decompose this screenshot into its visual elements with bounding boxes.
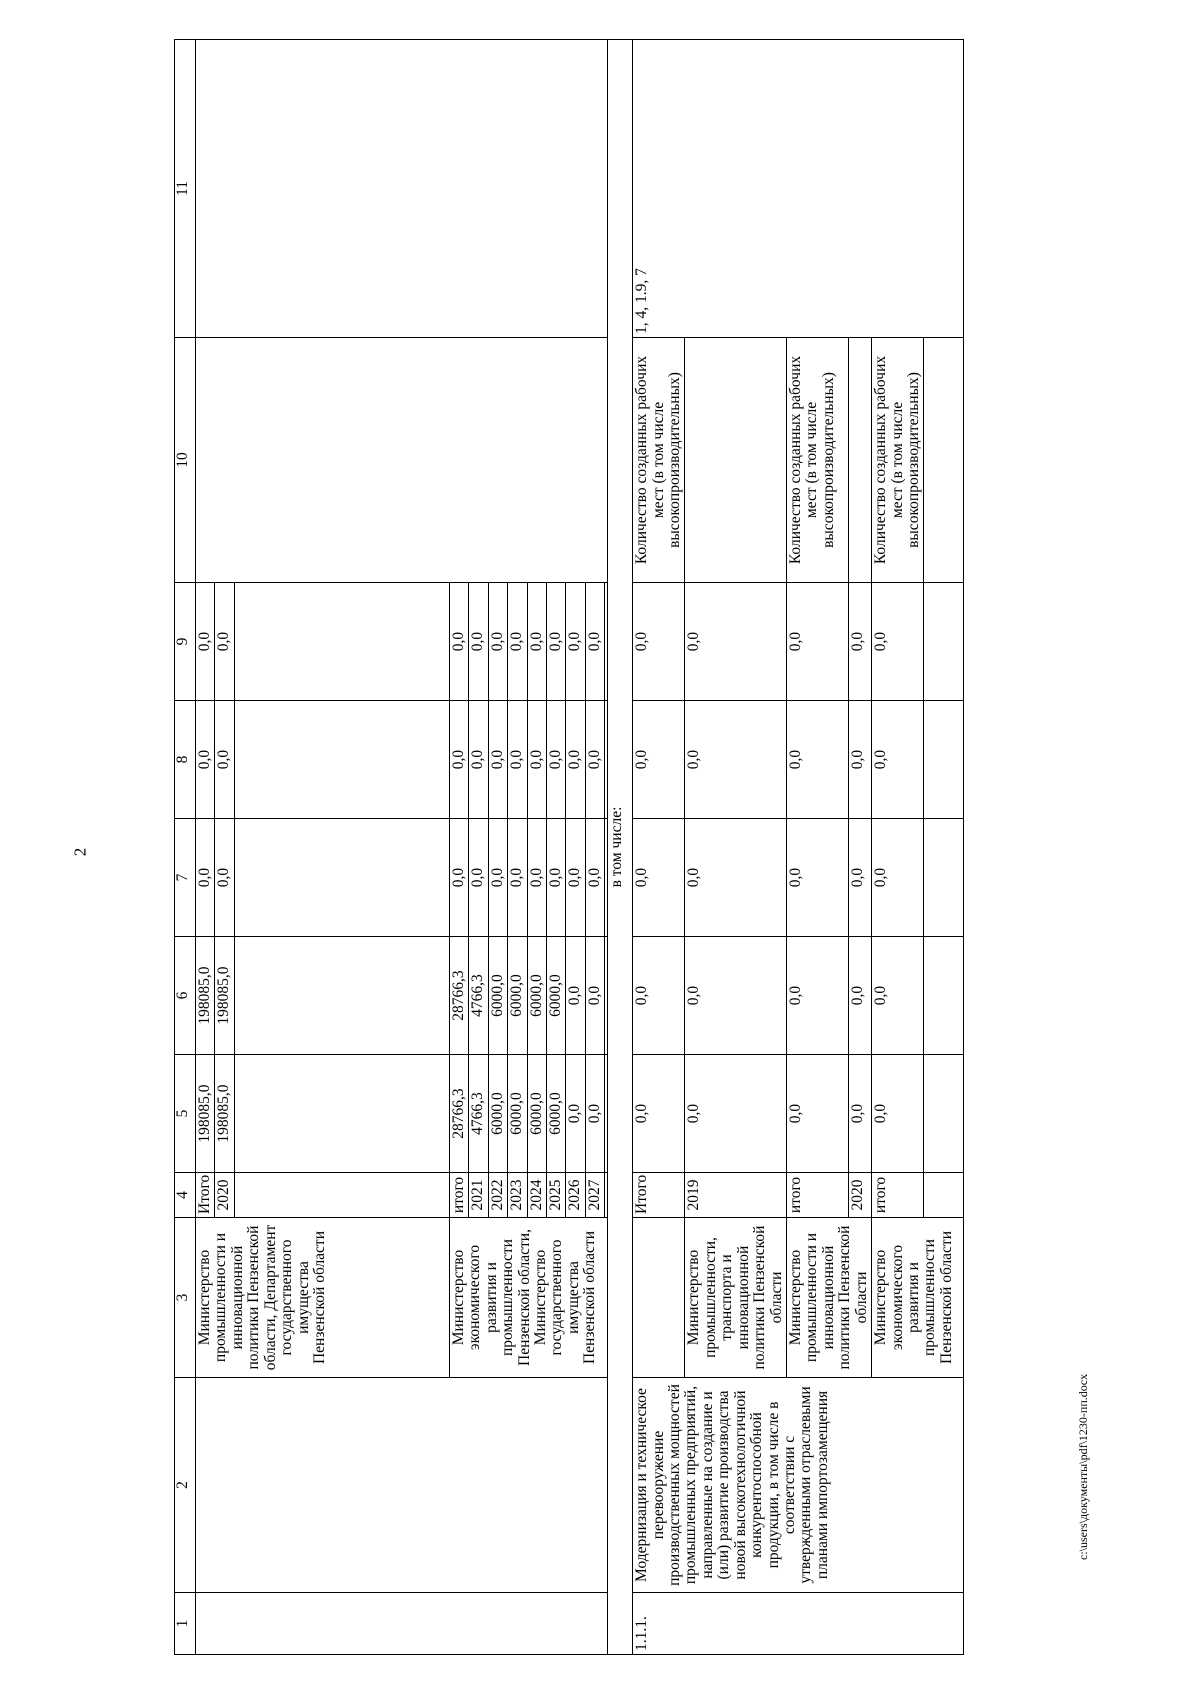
cell-empty	[924, 1173, 964, 1218]
col-header-4: 4	[175, 1173, 196, 1218]
cell-empty	[196, 40, 608, 338]
year-cell: 2021	[469, 1173, 488, 1218]
year-cell: 2026	[566, 1173, 585, 1218]
indicator-cell: Количество созданных рабочих мест (в том числе высокопроизводительных)	[787, 338, 849, 583]
year-cell: итого	[872, 1173, 924, 1218]
value-col8: 0,0	[196, 701, 215, 819]
measure-number: 1.1.1.	[633, 1593, 964, 1655]
value-col9: 0,0	[508, 583, 527, 701]
year-cell: 2022	[488, 1173, 507, 1218]
page-number: 2	[70, 847, 90, 857]
cell-empty	[849, 338, 872, 583]
value-col6: 6000,0	[546, 937, 565, 1055]
value-col5: 0,0	[585, 1055, 604, 1173]
section-label: в том числе:	[608, 40, 633, 1655]
value-col8: 0,0	[546, 701, 565, 819]
value-col9: 0,0	[872, 583, 924, 701]
cell-empty	[234, 819, 449, 937]
executor-cell: Министерство промышленности и инновационной политики Пензенской области	[787, 1218, 872, 1378]
value-col8: 0,0	[469, 701, 488, 819]
value-col7: 0,0	[546, 819, 565, 937]
value-col7: 0,0	[849, 819, 872, 937]
value-col5: 6000,0	[508, 1055, 527, 1173]
section-header-row	[608, 40, 633, 1655]
value-col6: 0,0	[849, 937, 872, 1055]
value-col7: 0,0	[527, 819, 546, 937]
value-col7: 0,0	[196, 819, 215, 937]
year-cell: Итого	[633, 1173, 685, 1218]
value-col9: 0,0	[469, 583, 488, 701]
cell-empty	[196, 1378, 608, 1593]
value-col6: 0,0	[872, 937, 924, 1055]
value-col8: 0,0	[488, 701, 507, 819]
value-col5: 28766,3	[449, 1055, 468, 1173]
value-col7: 0,0	[508, 819, 527, 937]
year-cell: 2020	[215, 1173, 234, 1218]
value-col9: 0,0	[449, 583, 468, 701]
measure-name: Модернизация и техническое перевооружение производственных мощностей промышленных предприятий, направленные на создание и (или) развитие производства новой высокотехнологичной конкурентоспособной продукции, в том числе в соответствии с утвержденными отраслевыми планами импортозамещения	[633, 1378, 964, 1593]
cell-empty	[234, 701, 449, 819]
col-header-8: 8	[175, 701, 196, 819]
value-col5: 0,0	[849, 1055, 872, 1173]
value-col7: 0,0	[469, 819, 488, 937]
value-col8: 0,0	[872, 701, 924, 819]
cell-empty	[234, 1173, 449, 1218]
col-header-3: 3	[175, 1218, 196, 1378]
col-header-11: 11	[175, 40, 196, 338]
year-cell: 2023	[508, 1173, 527, 1218]
value-col6: 6000,0	[508, 937, 527, 1055]
table-row	[196, 40, 215, 1655]
value-col5: 0,0	[787, 1055, 849, 1173]
cell-empty	[196, 338, 608, 583]
year-cell: 2025	[546, 1173, 565, 1218]
value-col8: 0,0	[508, 701, 527, 819]
value-col6: 0,0	[685, 937, 787, 1055]
col-header-1: 1	[175, 1593, 196, 1655]
cell-empty	[196, 1593, 608, 1655]
value-col9: 0,0	[527, 583, 546, 701]
value-col5: 0,0	[685, 1055, 787, 1173]
value-col7: 0,0	[872, 819, 924, 937]
value-col8: 0,0	[215, 701, 234, 819]
value-col7: 0,0	[585, 819, 604, 937]
value-col7: 0,0	[566, 819, 585, 937]
year-cell: итого	[449, 1173, 468, 1218]
cell-empty	[924, 819, 964, 937]
value-col9: 0,0	[849, 583, 872, 701]
value-col6: 0,0	[566, 937, 585, 1055]
value-col6: 0,0	[633, 937, 685, 1055]
value-col8: 0,0	[449, 701, 468, 819]
value-col5: 0,0	[633, 1055, 685, 1173]
value-col8: 0,0	[527, 701, 546, 819]
value-col5: 6000,0	[527, 1055, 546, 1173]
value-col7: 0,0	[488, 819, 507, 937]
value-col7: 0,0	[215, 819, 234, 937]
year-cell: итого	[787, 1173, 849, 1218]
indicator-cell: Количество созданных рабочих мест (в том числе высокопроизводительных)	[633, 338, 685, 583]
year-cell: 2027	[585, 1173, 604, 1218]
value-col5: 198085,0	[215, 1055, 234, 1173]
value-col6: 198085,0	[215, 937, 234, 1055]
rotated-table-wrapper	[174, 40, 1094, 1655]
cell-empty	[924, 338, 964, 583]
indicator-refs: 1, 4, 1.9, 7	[633, 40, 964, 338]
value-col5: 198085,0	[196, 1055, 215, 1173]
value-col9: 0,0	[633, 583, 685, 701]
value-col7: 0,0	[449, 819, 468, 937]
value-col7: 0,0	[633, 819, 685, 937]
column-header-row	[175, 40, 196, 1655]
measures-table	[174, 39, 964, 1655]
value-col8: 0,0	[585, 701, 604, 819]
value-col5: 4766,3	[469, 1055, 488, 1173]
value-col6: 4766,3	[469, 937, 488, 1055]
value-col9: 0,0	[685, 583, 787, 701]
cell-empty	[234, 583, 449, 701]
cell-empty	[633, 1218, 685, 1378]
value-col9: 0,0	[787, 583, 849, 701]
cell-empty	[234, 1055, 449, 1173]
year-cell: Итого	[196, 1173, 215, 1218]
value-col5: 0,0	[872, 1055, 924, 1173]
year-cell: 2020	[849, 1173, 872, 1218]
col-header-7: 7	[175, 819, 196, 937]
value-col8: 0,0	[633, 701, 685, 819]
value-col6: 198085,0	[196, 937, 215, 1055]
value-col9: 0,0	[488, 583, 507, 701]
col-header-5: 5	[175, 1055, 196, 1173]
value-col5: 6000,0	[546, 1055, 565, 1173]
cell-empty	[234, 937, 449, 1055]
value-col8: 0,0	[787, 701, 849, 819]
value-col7: 0,0	[787, 819, 849, 937]
cell-empty	[924, 1055, 964, 1173]
executor-cell: Министерство промышленности, транспорта и инновационной политики Пензенской области	[685, 1218, 787, 1378]
col-header-2: 2	[175, 1378, 196, 1593]
year-cell: 2019	[685, 1173, 787, 1218]
value-col6: 6000,0	[527, 937, 546, 1055]
value-col9: 0,0	[585, 583, 604, 701]
value-col8: 0,0	[685, 701, 787, 819]
footer-file-path: c:\users\документы\pdf\1230-пп.docx	[1076, 1373, 1090, 1560]
value-col9: 0,0	[215, 583, 234, 701]
executor-cell: Министерство экономического развития и промышленности Пензенской области	[872, 1218, 964, 1378]
value-col5: 6000,0	[488, 1055, 507, 1173]
value-col8: 0,0	[566, 701, 585, 819]
col-header-10: 10	[175, 338, 196, 583]
value-col6: 28766,3	[449, 937, 468, 1055]
value-col8: 0,0	[849, 701, 872, 819]
value-col6: 0,0	[787, 937, 849, 1055]
cell-empty	[924, 937, 964, 1055]
cell-empty	[924, 583, 964, 701]
col-header-9: 9	[175, 583, 196, 701]
col-header-6: 6	[175, 937, 196, 1055]
year-cell: 2024	[527, 1173, 546, 1218]
value-col6: 6000,0	[488, 937, 507, 1055]
cell-empty	[685, 338, 787, 583]
indicator-cell: Количество созданных рабочих мест (в том числе высокопроизводительных)	[872, 338, 924, 583]
executor-cell: Министерство экономического развития и промышленности Пензенской области, Министерство государственного имущества Пензенской области	[449, 1218, 607, 1378]
value-col9: 0,0	[566, 583, 585, 701]
cell-empty	[924, 701, 964, 819]
value-col6: 0,0	[585, 937, 604, 1055]
value-col5: 0,0	[566, 1055, 585, 1173]
table-row	[633, 40, 685, 1655]
value-col9: 0,0	[196, 583, 215, 701]
executor-cell: Министерство промышленности и инновационной политики Пензенской области, Департамент государственного имущества Пензенской области	[196, 1218, 450, 1378]
value-col7: 0,0	[685, 819, 787, 937]
value-col9: 0,0	[546, 583, 565, 701]
